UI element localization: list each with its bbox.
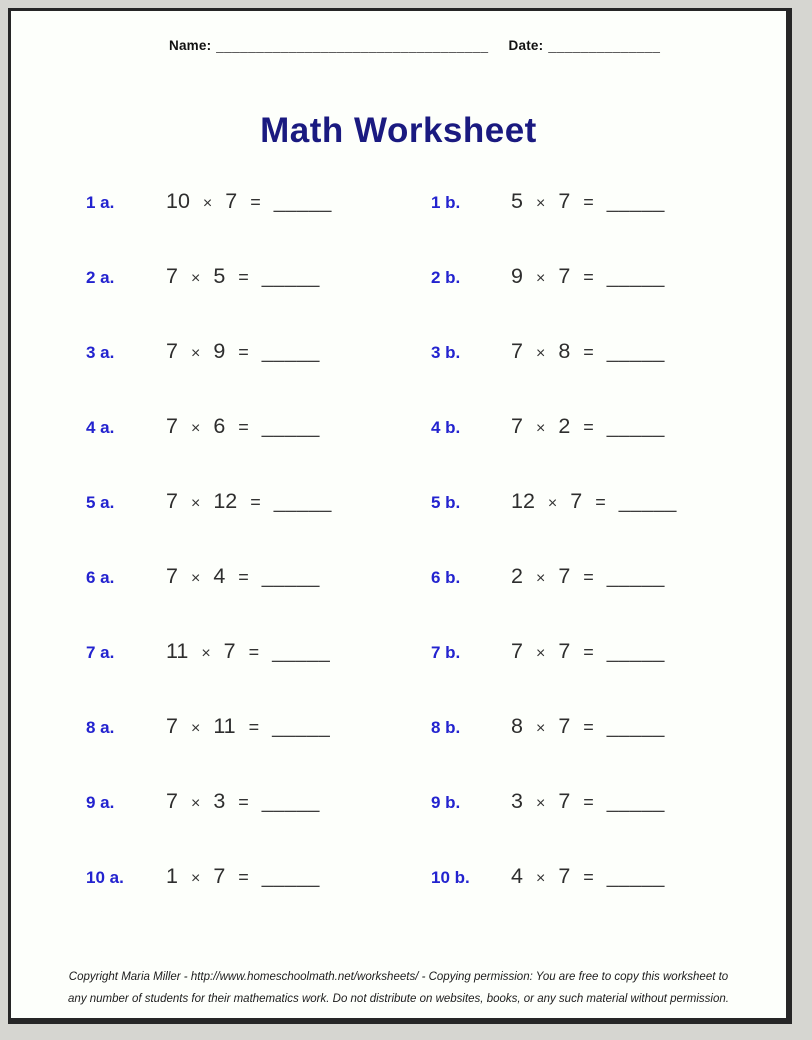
equals-sign: = [583, 267, 594, 287]
problem-cell-b [431, 189, 786, 214]
multiplication-sign: × [202, 195, 213, 212]
problem-cell-a [86, 414, 431, 439]
problem-label: 2 a. [86, 268, 115, 287]
equals-sign: = [583, 417, 594, 437]
problem-row [11, 689, 786, 764]
equals-sign: = [238, 567, 249, 587]
problem-cell-a [86, 264, 431, 289]
answer-blank[interactable]: _____ [606, 566, 665, 588]
problem-row [11, 464, 786, 539]
date-label: Date: [508, 38, 544, 53]
problem-expression [166, 864, 320, 889]
multiplication-sign: × [190, 270, 201, 287]
operand-right: 7 [223, 639, 236, 663]
problem-cell-a [86, 339, 431, 364]
problem-label: 1 b. [431, 193, 461, 212]
equals-sign: = [248, 717, 260, 737]
operand-left: 7 [166, 264, 178, 288]
problem-label: 4 a. [86, 418, 115, 437]
operand-left: 1 [166, 864, 178, 888]
problem-cell-a [86, 639, 431, 664]
answer-blank[interactable]: _____ [273, 491, 332, 513]
problem-expression [511, 414, 665, 439]
page-title: Math Worksheet [260, 111, 537, 150]
answer-blank[interactable]: _____ [606, 716, 665, 738]
problem-label: 6 a. [86, 568, 115, 587]
problem-expression [511, 714, 665, 739]
operand-right: 11 [213, 714, 236, 738]
problem-label: 3 a. [86, 343, 115, 362]
problem-cell-b [431, 789, 786, 814]
operand-right: 7 [213, 864, 226, 888]
problem-row [11, 239, 786, 314]
answer-blank[interactable]: _____ [606, 641, 665, 663]
problem-expression [511, 189, 665, 214]
operand-left: 7 [511, 639, 523, 663]
problem-cell-b [431, 414, 786, 439]
operand-left: 10 [166, 189, 190, 213]
problem-expression [511, 639, 665, 664]
problem-expression [511, 339, 665, 364]
answer-blank[interactable]: _____ [606, 791, 665, 813]
equals-sign: = [248, 642, 260, 662]
problem-cell-b [431, 339, 786, 364]
multiplication-sign: × [535, 270, 546, 287]
operand-right: 9 [213, 339, 226, 363]
problem-cell-b [431, 714, 786, 739]
operand-left: 7 [166, 564, 178, 588]
name-blank-line[interactable]: __________________________________ [216, 38, 489, 53]
multiplication-sign: × [535, 195, 546, 212]
operand-right: 2 [558, 414, 571, 438]
equals-sign: = [238, 867, 249, 887]
operand-right: 7 [558, 639, 571, 663]
problem-cell-b [431, 864, 786, 889]
operand-right: 8 [558, 339, 571, 363]
multiplication-sign: × [535, 570, 546, 587]
answer-blank[interactable]: _____ [261, 566, 320, 588]
operand-right: 7 [558, 189, 571, 213]
operand-left: 4 [511, 864, 523, 888]
operand-right: 7 [225, 189, 238, 213]
equals-sign: = [238, 417, 249, 437]
operand-left: 5 [511, 189, 523, 213]
multiplication-sign: × [201, 645, 211, 662]
answer-blank[interactable]: _____ [606, 266, 665, 288]
problem-label: 7 a. [86, 643, 115, 662]
problem-cell-a [86, 789, 431, 814]
operand-right: 7 [558, 714, 571, 738]
problem-cell-b [431, 639, 786, 664]
operand-left: 7 [166, 714, 178, 738]
worksheet-page [8, 8, 792, 1024]
copyright-footer: Copyright Maria Miller - http://www.homeschoolmath.net/worksheets/ - Copying permission: You are free to copy this worksheet to any number of students for their mathematics work. Do not distribute on websites, books, or any such material without permission. [68, 971, 729, 1005]
problem-row [11, 314, 786, 389]
multiplication-sign: × [190, 870, 201, 887]
operand-right: 7 [570, 489, 583, 513]
operand-left: 9 [511, 264, 523, 288]
multiplication-sign: × [535, 870, 546, 887]
problem-label: 1 a. [86, 193, 115, 212]
equals-sign: = [583, 567, 594, 587]
answer-blank[interactable]: _____ [261, 341, 320, 363]
equals-sign: = [583, 642, 594, 662]
problem-label: 10 b. [431, 868, 470, 887]
operand-left: 7 [511, 339, 523, 363]
problem-row [11, 614, 786, 689]
operand-left: 7 [166, 489, 178, 513]
answer-blank[interactable]: _____ [606, 866, 665, 888]
problem-expression [166, 639, 330, 664]
problem-expression [511, 489, 677, 514]
operand-left: 12 [511, 489, 535, 513]
problem-expression [166, 189, 332, 214]
answer-blank[interactable]: _____ [272, 641, 331, 663]
answer-blank[interactable]: _____ [261, 416, 320, 438]
answer-blank[interactable]: _____ [273, 191, 332, 213]
answer-blank[interactable]: _____ [272, 716, 331, 738]
operand-left: 8 [511, 714, 523, 738]
problem-expression [511, 264, 665, 289]
problem-cell-a [86, 489, 431, 514]
operand-right: 12 [213, 489, 238, 513]
answer-blank[interactable]: _____ [606, 416, 665, 438]
problem-label: 5 b. [431, 493, 461, 512]
equals-sign: = [250, 492, 261, 512]
equals-sign: = [238, 342, 249, 362]
problem-expression [511, 564, 665, 589]
problem-expression [166, 414, 320, 439]
problem-expression [166, 789, 320, 814]
equals-sign: = [583, 717, 594, 737]
multiplication-sign: × [190, 495, 201, 512]
problem-label: 9 a. [86, 793, 115, 812]
operand-left: 7 [166, 789, 178, 813]
answer-blank[interactable]: _____ [606, 191, 665, 213]
equals-sign: = [250, 192, 261, 212]
problem-cell-b [431, 564, 786, 589]
operand-left: 7 [166, 414, 178, 438]
problem-label: 7 b. [431, 643, 461, 662]
operand-right: 5 [213, 264, 226, 288]
problem-label: 8 a. [86, 718, 115, 737]
equals-sign: = [583, 792, 594, 812]
problem-cell-a [86, 189, 431, 214]
problem-cell-b [431, 489, 786, 514]
operand-right: 7 [558, 264, 571, 288]
multiplication-sign: × [547, 495, 558, 512]
multiplication-sign: × [535, 795, 546, 812]
multiplication-sign: × [190, 420, 201, 437]
answer-blank[interactable]: _____ [618, 491, 677, 513]
problem-label: 2 b. [431, 268, 461, 287]
operand-right: 7 [558, 864, 571, 888]
problem-label: 3 b. [431, 343, 461, 362]
operand-right: 7 [558, 564, 571, 588]
multiplication-sign: × [190, 720, 201, 737]
operand-right: 3 [213, 789, 226, 813]
problem-row [11, 839, 786, 914]
operand-left: 2 [511, 564, 523, 588]
operand-left: 3 [511, 789, 523, 813]
name-label: Name: [169, 38, 212, 53]
problem-label: 4 b. [431, 418, 461, 437]
problem-label: 5 a. [86, 493, 115, 512]
equals-sign: = [583, 342, 594, 362]
operand-right: 6 [213, 414, 226, 438]
multiplication-sign: × [190, 795, 201, 812]
problem-expression [166, 489, 332, 514]
problem-expression [166, 339, 320, 364]
worksheet-header [11, 11, 786, 53]
answer-blank[interactable]: _____ [261, 866, 320, 888]
answer-blank[interactable]: _____ [261, 791, 320, 813]
problem-cell-a [86, 564, 431, 589]
problem-expression [166, 714, 330, 739]
equals-sign: = [238, 792, 249, 812]
multiplication-sign: × [190, 345, 201, 362]
problem-cell-a [86, 864, 431, 889]
problem-expression [166, 564, 320, 589]
operand-left: 7 [166, 339, 178, 363]
problem-row [11, 164, 786, 239]
problem-row [11, 764, 786, 839]
multiplication-sign: × [535, 645, 546, 662]
multiplication-sign: × [535, 345, 546, 362]
operand-left: 7 [511, 414, 523, 438]
problem-expression [166, 264, 320, 289]
problem-expression [511, 864, 665, 889]
equals-sign: = [595, 492, 606, 512]
operand-right: 4 [213, 564, 226, 588]
equals-sign: = [583, 192, 594, 212]
operand-left: 11 [166, 639, 189, 663]
problem-label: 10 a. [86, 868, 124, 887]
multiplication-sign: × [535, 720, 546, 737]
problem-row [11, 539, 786, 614]
problem-row [11, 389, 786, 464]
problems-grid [11, 164, 786, 914]
operand-right: 7 [558, 789, 571, 813]
multiplication-sign: × [535, 420, 546, 437]
problem-label: 6 b. [431, 568, 461, 587]
date-blank-line[interactable]: ______________ [548, 38, 661, 53]
problem-label: 8 b. [431, 718, 461, 737]
equals-sign: = [238, 267, 249, 287]
problem-cell-b [431, 264, 786, 289]
answer-blank[interactable]: _____ [606, 341, 665, 363]
problem-cell-a [86, 714, 431, 739]
multiplication-sign: × [190, 570, 201, 587]
equals-sign: = [583, 867, 594, 887]
answer-blank[interactable]: _____ [261, 266, 320, 288]
problem-label: 9 b. [431, 793, 461, 812]
problem-expression [511, 789, 665, 814]
